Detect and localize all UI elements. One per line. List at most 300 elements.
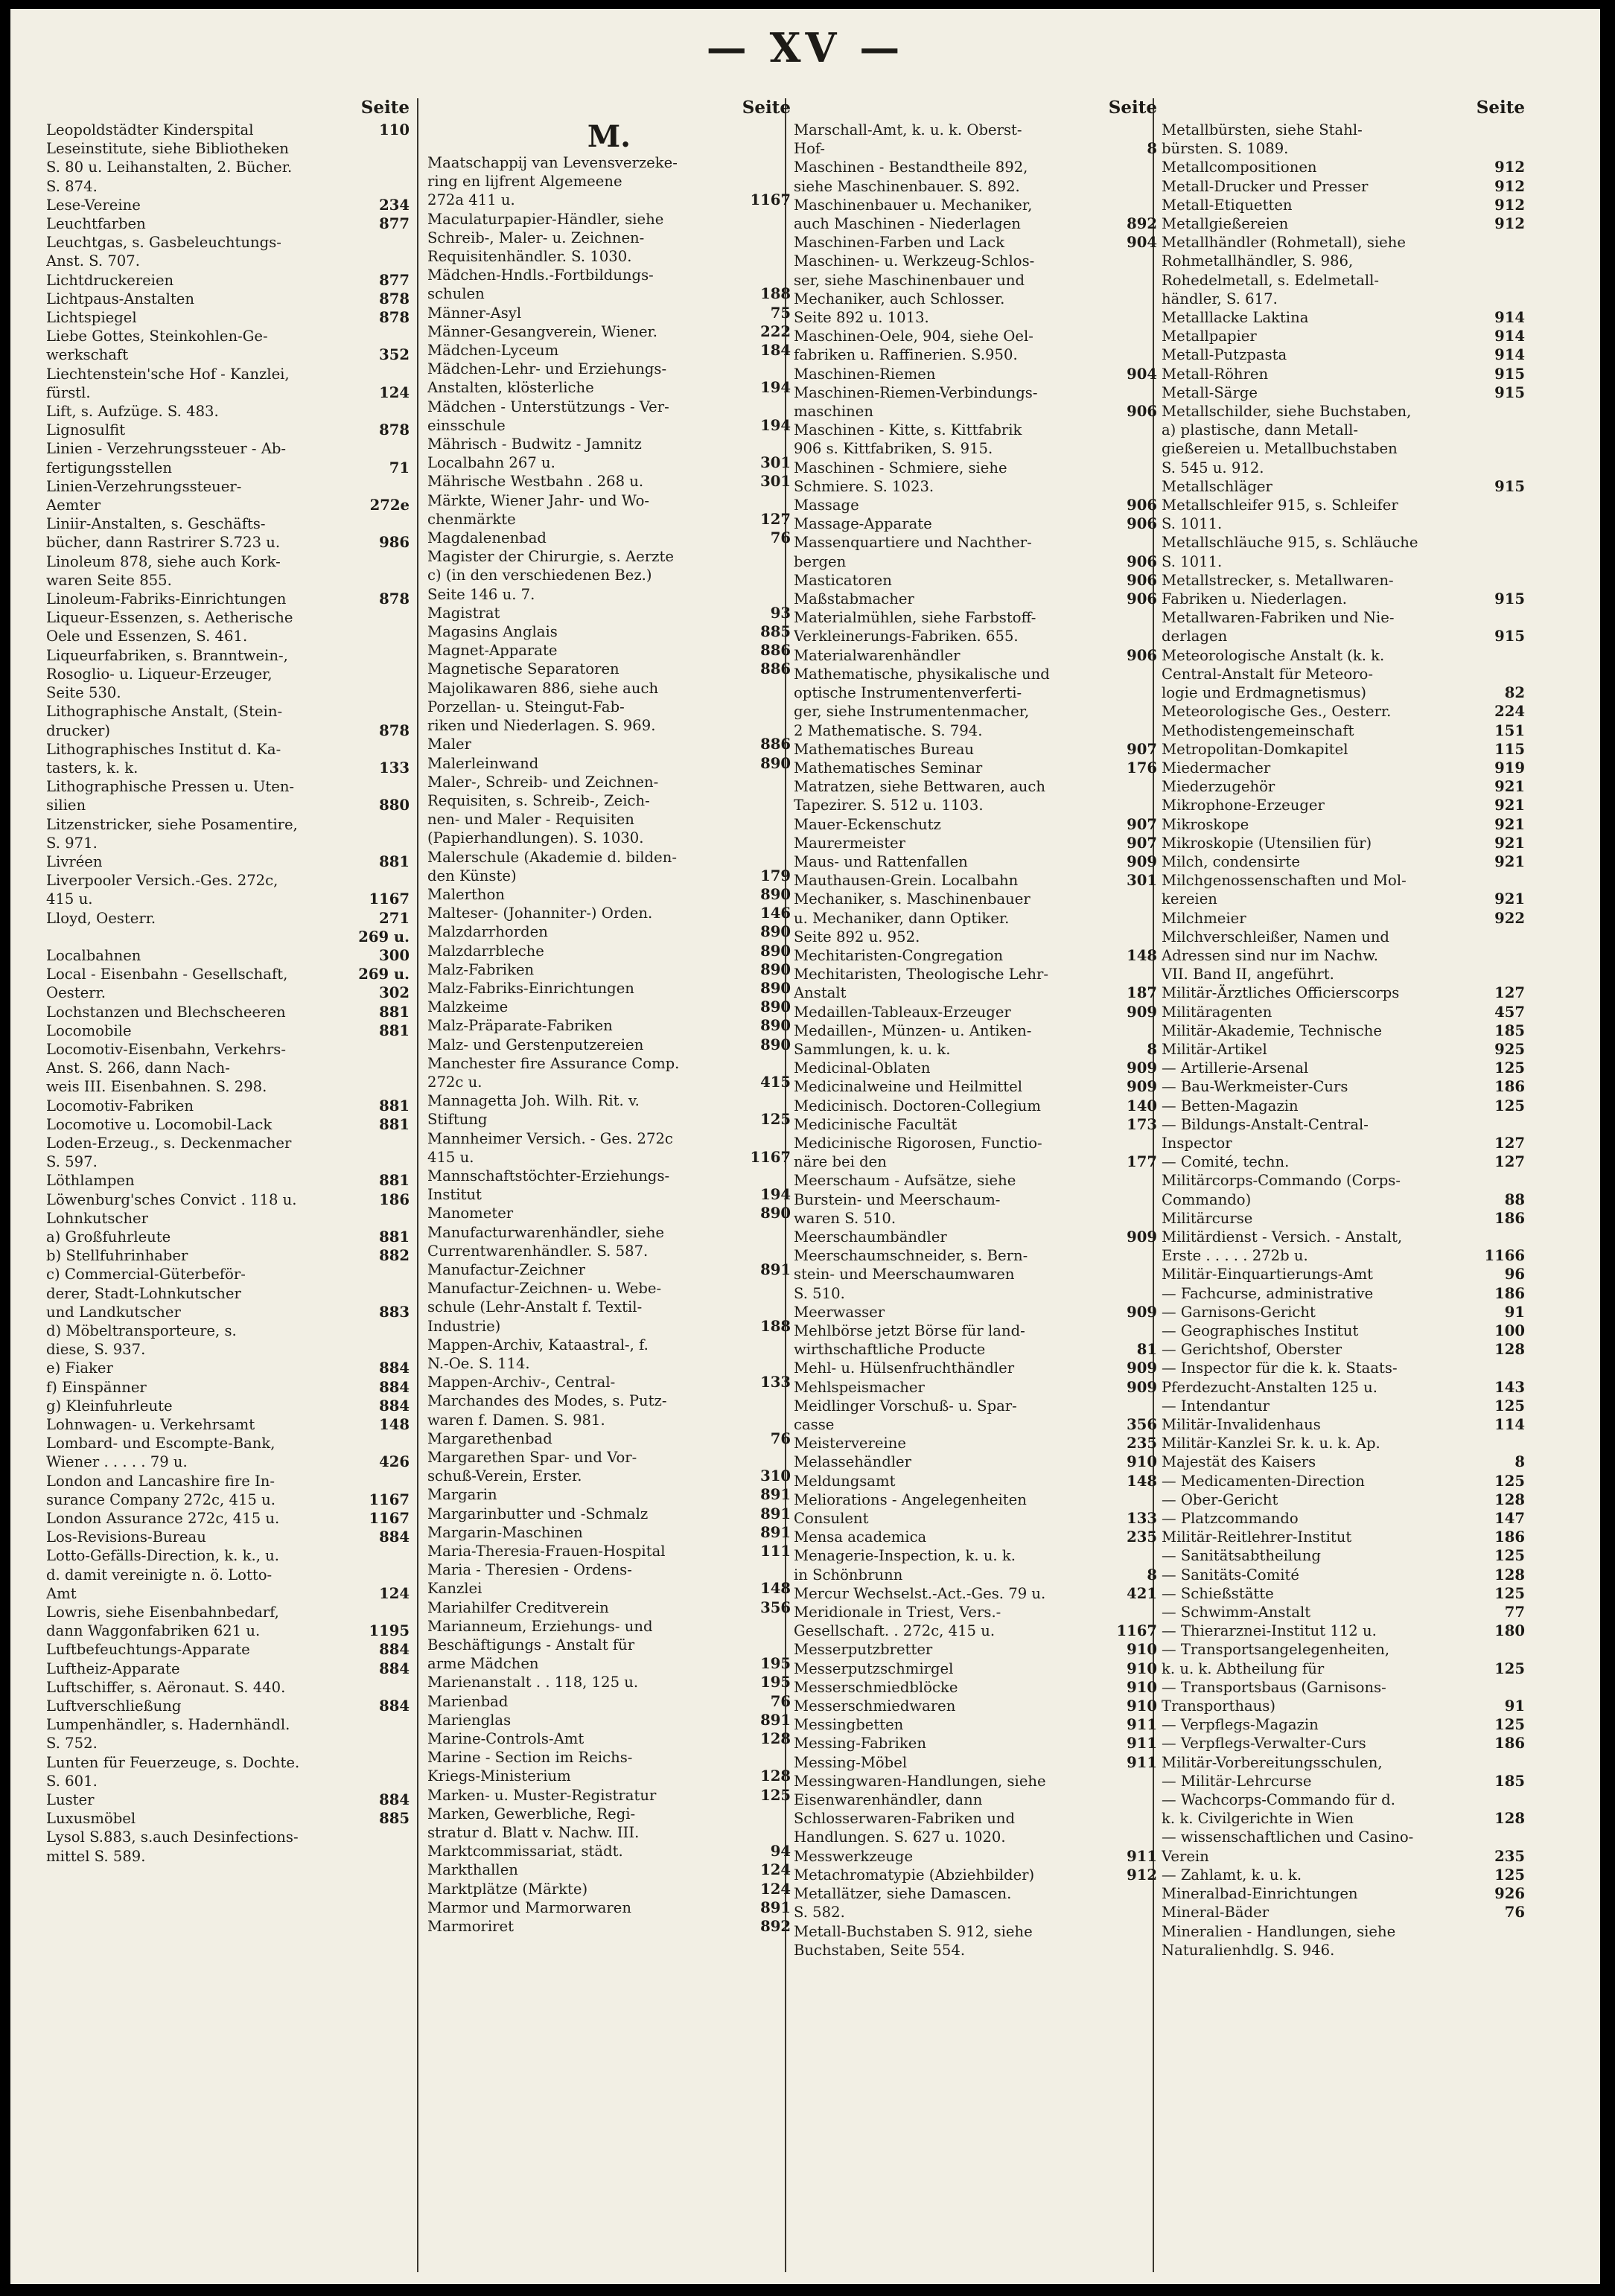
entry-page-number: 186 — [1494, 1078, 1525, 1096]
entry-text: Männer-Gesangverein, Wiener. — [427, 322, 657, 340]
entry-text: Metall-Röhren — [1162, 365, 1269, 383]
entry-page-number: 82 — [1504, 684, 1525, 702]
index-entry — [1162, 1434, 1525, 1471]
entry-page-number: 892 — [1127, 215, 1157, 233]
entry-page-number: 128 — [1494, 1341, 1525, 1359]
index-entry — [46, 1640, 410, 1659]
entry-page-number: 910 — [1127, 1697, 1157, 1715]
entry-text: — Fachcurse, administrative — [1162, 1284, 1374, 1302]
entry-page-number: 184 — [760, 342, 791, 360]
entry-page-number: 148 — [1127, 1472, 1157, 1490]
entry-text: — Platzcommando — [1162, 1510, 1299, 1528]
index-entry — [427, 1786, 791, 1805]
entry-text: Lumpenhändler, s. Hadernhändl. S. 752. — [46, 1716, 290, 1753]
index-entry — [427, 1091, 791, 1129]
index-entry — [46, 1134, 410, 1171]
entry-page-number: 269 u. 302 — [358, 966, 410, 1002]
index-entry — [1162, 477, 1525, 496]
entry-page-number: 115 — [1494, 740, 1525, 758]
entry-text: Margarethenbad — [427, 1429, 552, 1447]
entry-page-number: 176 — [1127, 759, 1157, 777]
index-entry — [794, 1697, 1157, 1715]
entry-page-number: 881 — [379, 852, 410, 870]
entry-page-number: 878 — [379, 290, 410, 307]
index-entry — [427, 1505, 791, 1523]
entry-page-number: 884 — [379, 1378, 410, 1396]
entry-page-number: 878 — [379, 590, 410, 608]
entry-text: Meteorologische Anstalt (k. k. Central-Anstalt für Meteoro- logie und Erdmagnetismus) — [1162, 646, 1385, 702]
entry-text: Maschinen - Kitte, s. Kittfabrik 906 s. Kittfabriken, S. 915. — [794, 421, 1022, 458]
entry-page-number: 186 — [1494, 1528, 1525, 1546]
index-entry — [46, 909, 410, 928]
entry-text: Mariahilfer Creditverein — [427, 1598, 609, 1616]
entry-page-number: 235 — [1127, 1528, 1157, 1546]
entry-text: Manufactur-Zeichnen- u. Webe- schule (Lehr-Anstalt f. Textil- Industrie) — [427, 1280, 662, 1335]
entry-text: Metallschleifer 915, s. Schleifer S. 1011. — [1162, 497, 1398, 533]
entry-text: Massage-Apparate — [794, 515, 932, 533]
entry-page-number: 877 — [379, 271, 410, 289]
index-entry — [427, 1805, 791, 1842]
index-entry — [794, 1847, 1157, 1866]
entry-text: Materialwarenhändler — [794, 646, 961, 664]
index-entry — [46, 852, 410, 871]
entry-text: Linien-Verzehrungssteuer- Aemter — [46, 477, 242, 514]
entry-page-number: 125 — [1494, 1397, 1525, 1415]
entry-text: Magdalenenbad — [427, 529, 547, 547]
index-entry — [1162, 121, 1525, 158]
index-entry — [1162, 852, 1525, 871]
entry-page-number: 88 — [1504, 1190, 1525, 1208]
entry-text: Malerthon — [427, 885, 505, 903]
index-entry — [427, 529, 791, 547]
index-entry — [794, 1134, 1157, 1171]
entry-text: Magnetische Separatoren — [427, 660, 619, 678]
entry-page-number: 906 — [1127, 590, 1157, 608]
entry-text: Metall-Särge — [1162, 383, 1258, 401]
entry-text: Mehlbörse jetzt Börse für land- wirthschaftliche Producte — [794, 1322, 1025, 1359]
entry-text: Malteser- (Johanniter-) Orden. — [427, 905, 653, 922]
entry-page-number: 301 — [1127, 872, 1157, 890]
index-entry — [1162, 571, 1525, 608]
entry-text: Marmor und Marmorwaren — [427, 1898, 631, 1916]
entry-text: Liqueur-Essenzen, s. Aetherische Oele und Essenzen, S. 461. — [46, 609, 293, 645]
index-entry — [46, 271, 410, 290]
index-entry — [46, 1546, 410, 1603]
entry-text: — Thierarznei-Institut 112 u. — [1162, 1622, 1377, 1640]
index-entry — [46, 1040, 410, 1097]
entry-text: Meliorations - Angelegenheiten Consulent — [794, 1490, 1027, 1528]
index-entry — [427, 960, 791, 979]
entry-text: Malz- und Gerstenputzereien — [427, 1036, 644, 1053]
index-entry — [1162, 1340, 1525, 1359]
entry-page-number: 921 — [1494, 778, 1525, 796]
entry-page-number: 272e — [369, 497, 410, 514]
index-entry — [46, 139, 410, 196]
index-entry — [427, 1748, 791, 1785]
entry-text: Maschinen - Schmiere, siehe Schmiere. S. 1023. — [794, 459, 1007, 495]
index-entry — [46, 421, 410, 439]
entry-page-number: 907 — [1127, 740, 1157, 758]
entry-page-number: 906 — [1127, 403, 1157, 421]
entry-text: — Schießstätte — [1162, 1584, 1274, 1602]
entry-text: Malzdarrhorden — [427, 923, 548, 941]
entry-text: Lichtspiegel — [46, 309, 137, 327]
index-entry — [427, 266, 791, 303]
entry-page-number: 884 — [379, 1659, 410, 1677]
index-entry — [427, 153, 791, 210]
entry-page-number: 222 — [760, 322, 791, 340]
index-entry — [427, 341, 791, 360]
entry-page-number: 125 — [1494, 1866, 1525, 1884]
entry-page-number: 100 — [1494, 1322, 1525, 1339]
index-entry — [1162, 365, 1525, 383]
entry-text: Metallwaren-Fabriken und Nie- derlagen — [1162, 609, 1395, 645]
entry-text: Luftverschließung — [46, 1697, 182, 1715]
index-entry — [46, 871, 410, 908]
index-entry — [46, 477, 410, 514]
entry-text: Messerschmiedwaren — [794, 1697, 956, 1715]
entry-page-number: 906 — [1127, 552, 1157, 570]
entry-page-number: 906 — [1127, 571, 1157, 589]
index-entry — [1162, 177, 1525, 196]
index-entry — [1162, 1021, 1525, 1040]
entry-text: Militär-Ärztliches Officierscorps — [1162, 984, 1400, 1002]
entry-page-number: 185 — [1494, 1021, 1525, 1039]
entry-text: Methodistengemeinschaft — [1162, 721, 1354, 739]
entry-page-number: 128 — [1494, 1810, 1525, 1828]
index-entry — [427, 942, 791, 960]
entry-text: Mannagetta Joh. Wilh. Rit. v. Stiftung — [427, 1092, 640, 1129]
entry-page-number: 910 — [1127, 1641, 1157, 1659]
index-entry — [1162, 871, 1525, 908]
entry-text: Lohnkutscher — [46, 1209, 149, 1227]
entry-page-number: 890 — [760, 998, 791, 1016]
entry-text: Marine-Controls-Amt — [427, 1730, 584, 1748]
index-entry — [1162, 646, 1525, 703]
entry-page-number: 909 — [1127, 1378, 1157, 1396]
entry-text: Meerschaumschneider, s. Bern- stein- und Meerschaumwaren S. 510. — [794, 1247, 1028, 1302]
index-entry — [794, 383, 1157, 421]
entry-page-number: 133 — [379, 759, 410, 777]
entry-text: Medicinisch. Doctoren-Collegium — [794, 1097, 1041, 1114]
entry-page-number: 177 — [1127, 1153, 1157, 1171]
entry-text: Mauthausen-Grein. Localbahn — [794, 872, 1019, 890]
entry-text: Marmoriret — [427, 1918, 514, 1936]
index-entry — [427, 754, 791, 773]
index-entry — [794, 233, 1157, 252]
entry-text: Mechitaristen-Congregation — [794, 946, 1004, 964]
entry-text: Lochstanzen und Blechscheeren — [46, 1003, 286, 1021]
entry-text: Liverpooler Versich.-Ges. 272c, 415 u. — [46, 872, 278, 908]
entry-text: Metall-Drucker und Presser — [1162, 177, 1369, 195]
index-entry — [46, 552, 410, 590]
index-entry — [1162, 1528, 1525, 1546]
entry-page-number: 878 — [379, 309, 410, 327]
entry-page-number: 921 — [1494, 797, 1525, 814]
index-entry — [1162, 345, 1525, 364]
index-entry — [46, 327, 410, 364]
index-entry — [794, 1584, 1157, 1603]
entry-text: Marktcommissariat, städt. — [427, 1843, 623, 1860]
index-entry — [794, 1734, 1157, 1753]
entry-page-number: 125 — [1494, 1716, 1525, 1734]
entry-page-number: 179 — [760, 867, 791, 884]
entry-page-number: 915 — [1494, 477, 1525, 495]
seite-heading: Seite — [1476, 98, 1525, 118]
index-entry — [46, 233, 410, 270]
index-entry — [1162, 740, 1525, 759]
entry-page-number: 125 — [760, 1111, 791, 1129]
index-entry — [794, 121, 1157, 158]
entry-page-number: 921 — [1494, 890, 1525, 908]
entry-page-number: 128 — [760, 1730, 791, 1748]
entry-page-number: 356 — [1127, 1416, 1157, 1434]
entry-text: Lithographische Anstalt, (Stein- drucker) — [46, 703, 283, 739]
entry-page-number: 1167 — [750, 191, 791, 209]
entry-text: Maler — [427, 736, 471, 753]
entry-page-number: 886 — [760, 660, 791, 678]
entry-page-number: 904 — [1127, 365, 1157, 383]
entry-page-number: 188 — [760, 285, 791, 303]
index-entry — [1162, 1715, 1525, 1734]
index-entry — [46, 1265, 410, 1321]
entry-text: Marchandes des Modes, s. Putz- waren f. Damen. S. 981. — [427, 1392, 667, 1429]
index-entry — [1162, 158, 1525, 176]
entry-text: Lithographisches Institut d. Ka- tasters, k. k. — [46, 740, 281, 777]
entry-text: Marienbad — [427, 1692, 509, 1710]
entry-text: — Ober-Gericht — [1162, 1490, 1278, 1508]
index-entry — [46, 777, 410, 814]
entry-text: Magister der Chirurgie, s. Aerzte c) (in den verschiedenen Bez.) Seite 146 u. 7. — [427, 548, 674, 603]
index-entry — [46, 439, 410, 476]
index-entry — [427, 1673, 791, 1691]
entry-page-number: 912 — [1127, 1866, 1157, 1884]
entry-text: Maatschappij van Levensverzeke- ring en lijfrent Algemeene 272a 411 u. — [427, 154, 678, 209]
entry-page-number: 886 — [760, 642, 791, 660]
index-entry — [46, 1171, 410, 1190]
index-entry — [46, 1209, 410, 1228]
index-entry — [427, 210, 791, 267]
entry-text: Meerschaumbändler — [794, 1228, 947, 1246]
index-entry — [1162, 1472, 1525, 1490]
entry-page-number: 356 — [760, 1598, 791, 1616]
entry-text: Metallbürsten, siehe Stahl- bürsten. S. 1089. — [1162, 121, 1363, 158]
entry-page-number: 352 — [379, 346, 410, 364]
index-entry — [1162, 702, 1525, 721]
index-entry — [794, 1097, 1157, 1115]
entry-page-number: 919 — [1494, 759, 1525, 777]
index-entry — [427, 1016, 791, 1035]
entry-page-number: 269 u. 300 — [358, 928, 410, 964]
index-entry — [794, 252, 1157, 327]
entry-text: Linoleum 878, siehe auch Kork- waren Seite 855. — [46, 552, 281, 589]
entry-page-number: 271 — [379, 909, 410, 927]
entry-page-number: 890 — [760, 979, 791, 997]
entry-text: Mappen-Archiv, Kataastral-, f. N.-Oe. S. 114. — [427, 1336, 649, 1372]
index-entry — [427, 604, 791, 622]
entry-page-number: 915 — [1494, 365, 1525, 383]
index-entry — [794, 1059, 1157, 1077]
entry-text: Maschinenbauer u. Mechaniker, auch Maschinen - Niederlagen — [794, 196, 1033, 233]
entry-page-number: 910 — [1127, 1678, 1157, 1696]
entry-text: Magasins Anglais — [427, 623, 558, 641]
entry-text: Locomobile — [46, 1021, 132, 1039]
index-entry — [794, 665, 1157, 740]
entry-page-number: 124 — [760, 1861, 791, 1879]
entry-text: — wissenschaftlichen und Casino- Verein — [1162, 1828, 1414, 1865]
entry-page-number: 884 — [379, 1528, 410, 1546]
entry-text: — Schwimm-Anstalt — [1162, 1604, 1311, 1621]
index-entry — [46, 1753, 410, 1790]
entry-page-number: 890 — [760, 754, 791, 772]
entry-text: Militär-Invalidenhaus — [1162, 1416, 1321, 1434]
entry-text: Metall-Buchstaben S. 912, siehe Buchstaben, Seite 554. — [794, 1922, 1033, 1959]
index-entry — [794, 1378, 1157, 1397]
entry-text: Maschinen-Riemen — [794, 365, 936, 383]
entry-page-number: 148 — [1127, 946, 1157, 964]
entry-text: Maschinen-Oele, 904, siehe Oel- fabriken u. Raffinerien. S.950. — [794, 328, 1033, 364]
entry-text: Mineralbad-Einrichtungen — [1162, 1885, 1358, 1903]
entry-page-number: 8 — [1147, 1566, 1157, 1584]
entry-text: — Betten-Magazin — [1162, 1097, 1299, 1114]
entry-page-number: 148 — [760, 1580, 791, 1598]
entry-page-number: 125 — [1494, 1659, 1525, 1677]
index-entry — [46, 702, 410, 739]
index-entry — [427, 1617, 791, 1674]
entry-text: Miederzugehör — [1162, 778, 1275, 796]
index-entry — [46, 1097, 410, 1115]
index-entry — [46, 514, 410, 552]
entry-text: Liqueurfabriken, s. Branntwein-, Rosoglio- u. Liqueur-Erzeuger, Seite 530. — [46, 646, 288, 702]
entry-text: Medicinische Rigorosen, Functio- näre bei den — [794, 1134, 1042, 1171]
entry-text: — Garnisons-Gericht — [1162, 1303, 1316, 1321]
entry-page-number: 882 — [379, 1247, 410, 1265]
index-column-2 — [427, 98, 791, 2280]
index-entry — [427, 1373, 791, 1391]
index-entry — [427, 547, 791, 604]
entry-page-number: 891 — [760, 1523, 791, 1541]
entry-text: Mehl- u. Hülsenfruchthändler — [794, 1359, 1015, 1377]
index-entry — [46, 1359, 410, 1377]
entry-text: Margarethen Spar- und Vor- schuß-Verein, Erster. — [427, 1449, 637, 1485]
index-entry — [427, 1204, 791, 1222]
entry-page-number: 1167 — [1116, 1622, 1157, 1640]
entry-page-number: 891 — [760, 1711, 791, 1729]
entry-page-number: 909 — [1127, 1359, 1157, 1377]
index-entry — [427, 1523, 791, 1542]
entry-text: Militär-Akademie, Technische — [1162, 1021, 1383, 1039]
index-entry — [427, 398, 791, 435]
index-entry — [427, 1036, 791, 1054]
entry-page-number: 881 — [379, 1115, 410, 1133]
index-entry — [794, 571, 1157, 590]
index-entry — [427, 1880, 791, 1898]
entry-text: Meerwasser — [794, 1303, 885, 1321]
entry-page-number: 125 — [1494, 1547, 1525, 1565]
entry-text: Meerschaum - Aufsätze, siehe Burstein- und Meerschaum- waren S. 510. — [794, 1172, 1016, 1227]
entry-page-number: 890 — [760, 960, 791, 978]
entry-page-number: 1195 — [369, 1622, 410, 1640]
entry-page-number: 114 — [1494, 1416, 1525, 1434]
entry-text: Leopoldstädter Kinderspital — [46, 121, 254, 138]
entry-text: Mädchen-Lehr- und Erziehungs- Anstalten, klösterliche — [427, 360, 667, 397]
entry-page-number: 128 — [1494, 1566, 1525, 1584]
entry-text: Localbahnen — [46, 946, 141, 964]
index-entry — [46, 1115, 410, 1134]
entry-page-number: 884 — [379, 1641, 410, 1659]
index-entry — [1162, 928, 1525, 984]
entry-text: Militär-Artikel — [1162, 1040, 1267, 1058]
entry-text: Livréen — [46, 852, 103, 870]
entry-page-number: 8 — [1147, 1040, 1157, 1058]
entry-page-number: 77 — [1504, 1604, 1525, 1621]
entry-text: — Comité, techn. — [1162, 1153, 1290, 1171]
entry-text: Lysol S.883, s.auch Desinfections- mittel S. 589. — [46, 1828, 299, 1865]
entry-text: Luftbefeuchtungs-Apparate — [46, 1641, 250, 1659]
index-entry — [46, 1246, 410, 1265]
entry-text: Lotto-Gefälls-Direction, k. k., u. d. damit vereinigte n. ö. Lotto- Amt — [46, 1547, 280, 1602]
entry-page-number: 915 — [1494, 383, 1525, 401]
entry-page-number: 187 — [1127, 984, 1157, 1002]
index-entry — [1162, 233, 1525, 308]
entry-text: Mädchen-Hndls.-Fortbildungs- schulen — [427, 267, 654, 303]
entry-page-number: 890 — [760, 923, 791, 941]
entry-page-number: 890 — [760, 942, 791, 960]
entry-page-number: 180 — [1494, 1622, 1525, 1640]
entry-page-number: 890 — [760, 1205, 791, 1222]
index-entry — [46, 1659, 410, 1678]
entry-text: Loden-Erzeug., s. Deckenmacher S. 597. — [46, 1134, 292, 1171]
index-entry — [46, 214, 410, 233]
index-entry — [46, 1021, 410, 1040]
index-entry — [46, 1321, 410, 1359]
entry-text: — Gerichtshof, Oberster — [1162, 1341, 1342, 1359]
index-entry — [427, 1485, 791, 1504]
entry-page-number: 194 — [760, 379, 791, 397]
entry-text: e) Fiaker — [46, 1359, 113, 1377]
index-entry — [794, 1434, 1157, 1452]
entry-page-number: 125 — [1494, 1097, 1525, 1114]
entry-text: Maus- und Rattenfallen — [794, 852, 968, 870]
entry-page-number: 881 — [379, 1097, 410, 1114]
index-entry — [1162, 1397, 1525, 1415]
index-entry — [46, 590, 410, 608]
index-entry — [794, 1303, 1157, 1321]
entry-page-number: 125 — [1494, 1472, 1525, 1490]
entry-text: Mensa academica — [794, 1528, 927, 1546]
entry-page-number: 915 — [1494, 628, 1525, 645]
entry-page-number: 909 — [1127, 852, 1157, 870]
index-entry — [427, 1711, 791, 1729]
index-entry — [1162, 721, 1525, 740]
index-entry — [46, 308, 410, 327]
entry-page-number: 877 — [379, 215, 410, 233]
entry-page-number: 127 — [1494, 1153, 1525, 1171]
index-entry — [1162, 1097, 1525, 1115]
index-entry — [1162, 1303, 1525, 1321]
entry-page-number: 914 — [1494, 309, 1525, 327]
entry-page-number: 926 — [1494, 1885, 1525, 1903]
index-entry — [427, 1598, 791, 1617]
index-entry — [427, 1917, 791, 1936]
index-entry — [427, 735, 791, 753]
index-entry — [427, 1560, 791, 1598]
index-entry — [1162, 1884, 1525, 1903]
entry-page-number: 194 — [760, 1186, 791, 1204]
entry-page-number: 133 — [1127, 1510, 1157, 1528]
entry-text: Manufactur-Zeichner — [427, 1260, 586, 1278]
index-entry — [427, 641, 791, 660]
